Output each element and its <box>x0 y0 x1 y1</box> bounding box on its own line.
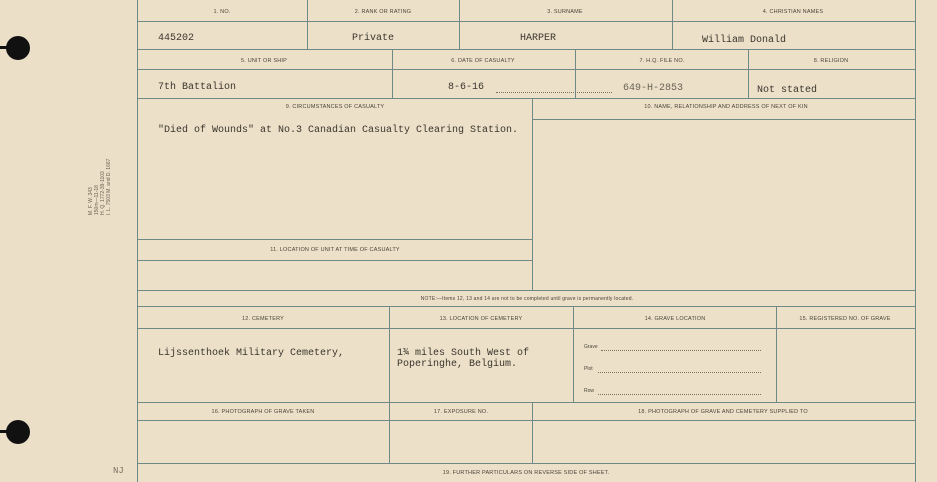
rule <box>389 306 390 402</box>
rule <box>137 69 915 70</box>
rule <box>137 21 915 22</box>
punch-stub-top <box>0 46 10 49</box>
label-no: 1. NO. <box>213 9 231 15</box>
form-reference: M. F. W. 343 150m—11-18 H. Q. 1772-39-1103 I. L. 7503 M. and D. 1667 <box>88 158 112 215</box>
rule <box>392 49 393 98</box>
card-margin <box>0 0 137 482</box>
rule <box>137 239 532 240</box>
value-hq-file: 649-H-2853 <box>623 83 684 94</box>
label-religion: 8. RELIGION <box>813 58 849 64</box>
rule <box>748 49 749 98</box>
rule <box>532 119 915 120</box>
label-christian-names: 4. CHRISTIAN NAMES <box>762 9 824 15</box>
label-date: 6. DATE OF CASUALTY <box>451 58 515 64</box>
value-religion: Not stated <box>757 85 818 96</box>
plot-label: Plot <box>584 366 593 372</box>
label-cemetery: 12. CEMETERY <box>241 316 285 322</box>
rule <box>137 306 915 307</box>
label-hq-file: 7. H.Q. FILE NO. <box>639 58 685 64</box>
row-dots <box>598 394 761 395</box>
rule <box>532 98 533 290</box>
label-location-cemetery: 13. LOCATION OF CEMETERY <box>439 316 523 322</box>
punch-stub-bottom <box>0 430 10 433</box>
clerk-initials: NJ <box>113 466 124 476</box>
value-cemetery: Lijssenthoek Military Cemetery, <box>158 348 345 359</box>
label-photo-taken: 16. PHOTOGRAPH OF GRAVE TAKEN <box>211 409 315 415</box>
value-location-cemetery-line2: Poperinghe, Belgium. <box>397 359 518 370</box>
rule <box>575 49 576 98</box>
rule <box>137 290 915 291</box>
label-surname: 3. SURNAME <box>547 9 583 15</box>
label-next-of-kin: 10. NAME, RELATIONSHIP AND ADDRESS OF NEXT OF KIN <box>644 104 808 110</box>
label-registered-no: 15. REGISTERED NO. OF GRAVE <box>799 316 891 322</box>
rule <box>573 306 574 402</box>
label-further-particulars: 19. FURTHER PARTICULARS ON REVERSE SIDE OF SHEET. <box>442 470 610 476</box>
label-circumstances: 9. CIRCUMSTANCES OF CASUALTY <box>285 104 385 110</box>
label-location-unit: 11. LOCATION OF UNIT AT TIME OF CASUALTY <box>270 247 400 253</box>
label-photo-supplied: 18. PHOTOGRAPH OF GRAVE AND CEMETERY SUPPLIED TO <box>638 409 808 415</box>
rule <box>307 0 308 49</box>
plot-dots <box>598 372 761 373</box>
rule <box>672 0 673 49</box>
value-christian-names: William Donald <box>702 35 787 46</box>
rule <box>389 402 390 463</box>
value-circumstances: "Died of Wounds" at No.3 Canadian Casualty Clearing Station. <box>158 125 519 136</box>
grave-dots <box>601 350 761 351</box>
rule <box>137 463 915 464</box>
label-rank: 2. RANK OR RATING <box>354 9 412 15</box>
value-rank: Private <box>352 33 395 44</box>
rule <box>137 328 915 329</box>
rule <box>137 402 915 403</box>
value-no: 445202 <box>158 33 195 44</box>
date-dots <box>496 92 612 93</box>
rule <box>459 0 460 49</box>
label-grave-location: 14. GRAVE LOCATION <box>644 316 706 322</box>
value-surname: HARPER <box>520 33 557 44</box>
note-text: NOTE:—Items 12, 13 and 14 are not to be completed until grave is permanently located. <box>420 296 634 302</box>
rule-right <box>915 0 916 482</box>
row-label: Row <box>584 388 595 394</box>
value-unit: 7th Battalion <box>158 82 237 93</box>
label-unit: 5. UNIT OR SHIP <box>241 58 287 64</box>
label-exposure: 17. EXPOSURE NO. <box>433 409 489 415</box>
rule-left <box>137 0 138 482</box>
rule <box>137 260 532 261</box>
rule <box>532 402 533 463</box>
rule <box>776 306 777 402</box>
rule <box>137 49 915 50</box>
value-date: 8-6-16 <box>448 82 485 93</box>
rule <box>137 420 915 421</box>
value-location-cemetery-line1: 1¾ miles South West of <box>397 348 530 359</box>
rule <box>137 98 915 99</box>
grave-label: Grave <box>584 344 598 350</box>
